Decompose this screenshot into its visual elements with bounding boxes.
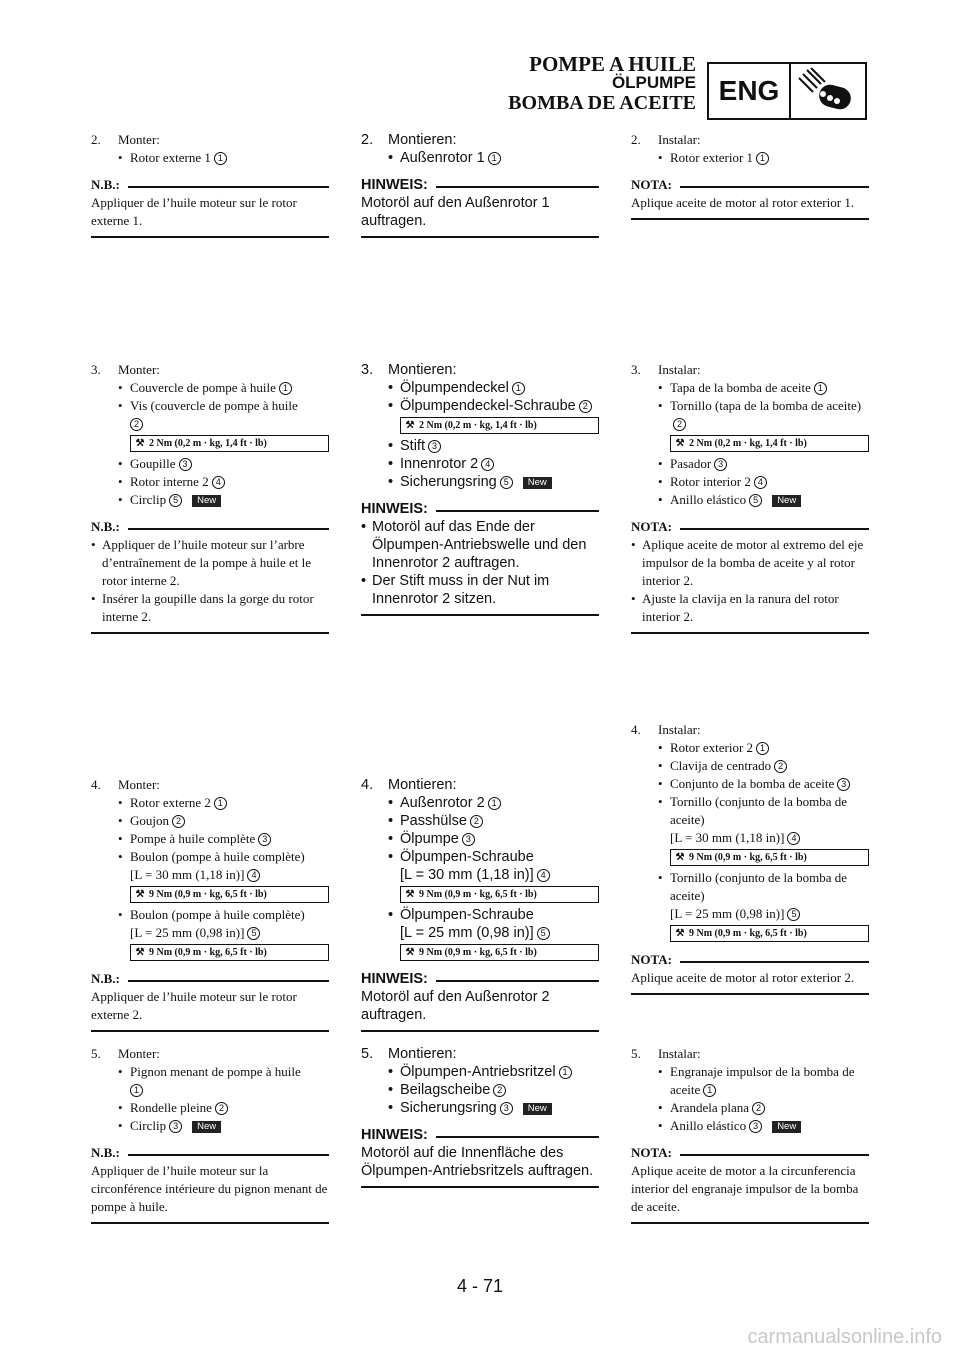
callout-number: 5 <box>500 476 513 489</box>
callout-number: 2 <box>752 1102 765 1115</box>
callout-number: 1 <box>214 152 227 165</box>
wrench-icon: ⚒ <box>135 888 145 900</box>
list-item: • Tornillo (conjunto de la bomba de aceite) [L = 25 mm (0,98 in)] 5 <box>658 870 848 921</box>
new-part-badge: New <box>192 495 221 507</box>
torque-spec: ⚒ 9 Nm (0,9 m · kg, 6,5 ft · lb) <box>670 849 869 866</box>
callout-number: 3 <box>428 440 441 453</box>
callout-number: 3 <box>500 1102 513 1115</box>
torque-spec: ⚒ 9 Nm (0,9 m · kg, 6,5 ft · lb) <box>400 886 599 903</box>
note-block: N.B.: • Appliquer de l’huile moteur sur l’arbre d’entraînement de la pompe à huile et le rotor interne 2. • Insérer la goupille dans la gorge du rotor interne 2. <box>91 518 329 634</box>
callout-number: 5 <box>787 908 800 921</box>
list-item: • Beilagscheibe 2 <box>388 1081 599 1099</box>
note-block: HINWEIS: Motoröl auf den Außenrotor 2 auftragen. <box>361 970 599 1032</box>
note-block: N.B.: Appliquer de l’huile moteur sur la circonférence intérieure du pignon menant de pompe à huile. <box>91 1144 329 1224</box>
list-item: • Rotor interne 2 4 <box>118 473 329 491</box>
torque-spec: ⚒ 9 Nm (0,9 m · kg, 6,5 ft · lb) <box>130 944 329 961</box>
note-block: NOTA: • Aplique aceite de motor al extremo del eje impulsor de la bomba de aceite y al rotor interior 2. • Ajuste la clavija en la ranura del rotor interior 2. <box>631 518 869 634</box>
wrench-icon: ⚒ <box>135 946 145 958</box>
list-item: • Anillo elástico 5 New <box>658 491 869 509</box>
section-label: ENG <box>709 64 791 118</box>
list-item: • Circlip 5 New <box>118 491 329 509</box>
list-item: • Tapa de la bomba de aceite 1 <box>658 379 869 397</box>
callout-number: 4 <box>481 458 494 471</box>
list-item: • Boulon (pompe à huile complète) [L = 25 mm (0,98 in)] 5 <box>118 907 305 940</box>
callout-number: 2 <box>215 1102 228 1115</box>
torque-spec: ⚒ 9 Nm (0,9 m · kg, 6,5 ft · lb) <box>400 944 599 961</box>
list-item: • Außenrotor 1 1 <box>388 149 599 167</box>
note-block: NOTA: Aplique aceite de motor a la circunferencia interior del engranaje impulsor de la bomba de aceite. <box>631 1144 869 1224</box>
list-item: • Innenrotor 2 4 <box>388 455 599 473</box>
callout-number: 1 <box>814 382 827 395</box>
wrench-icon: ⚒ <box>405 419 415 431</box>
fr-note: N.B.: Appliquer de l’huile moteur sur le rotor externe 1. <box>91 176 329 238</box>
de-step-2: 2. Montieren: • Außenrotor 1 1 HINWEIS: Motoröl auf den Außenrotor 1 auftragen. <box>361 131 599 238</box>
es-step-5: 5. Instalar: • Engranaje impulsor de la bomba de aceite 1 • Arandela plana 2 • Anillo elástico 3 New NOTA: Aplique aceite de motor a la circunferencia interior del engranaje impulsor de la bomba de aceite. <box>631 1045 869 1224</box>
callout-number: 2 <box>172 815 185 828</box>
list-item: • Rondelle pleine 2 <box>118 1099 329 1117</box>
callout-number: 5 <box>749 494 762 507</box>
list-item: • Anillo elástico 3 New <box>658 1117 869 1135</box>
list-item: • Tornillo (tapa de la bomba de aceite)2 <box>658 398 862 429</box>
wrench-icon: ⚒ <box>135 437 145 449</box>
list-item: • Tornillo (conjunto de la bomba de aceite) [L = 30 mm (1,18 in)] 4 <box>658 794 848 845</box>
note-block: NOTA: Aplique aceite de motor al rotor exterior 1. <box>631 176 869 220</box>
callout-number: 2 <box>579 400 592 413</box>
list-item: • Engranaje impulsor de la bomba de aceite 1 <box>658 1064 855 1097</box>
wrench-icon: ⚒ <box>675 437 685 449</box>
watermark: carmanualsonline.info <box>747 1326 942 1348</box>
de-step-5: 5. Montieren: • Ölpumpen-Antriebsritzel 1 • Beilagscheibe 2 • Sicherungsring 3 New HINWEIS: Motoröl auf die Innenfläche des Ölpumpen-Antriebsritzels auftragen. <box>361 1045 599 1188</box>
callout-number: 1 <box>756 152 769 165</box>
de-step-3: 3. Montieren: • Ölpumpendeckel 1 • Ölpumpendeckel-Schraube 2 ⚒ 2 Nm (0,2 m · kg, 1,4 ft · lb) • Stift 3 • Innenrotor 2 4 • Sicherungsring 5 New HINWEIS: • Motoröl auf das Ende der Ölpumpen-Antriebswelle und den Innenrotor 2 auftragen. • Der Stift muss in der Nut im Innenrotor 2 sitzen. <box>361 361 599 616</box>
list-item: • Arandela plana 2 <box>658 1099 869 1117</box>
callout-number: 1 <box>559 1066 572 1079</box>
wrench-icon: ⚒ <box>675 927 685 939</box>
callout-number: 1 <box>703 1084 716 1097</box>
list-item: • Rotor exterior 2 1 <box>658 739 869 757</box>
callout-number: 1 <box>756 742 769 755</box>
list-item: • Rotor interior 2 4 <box>658 473 869 491</box>
page-number: 4 - 71 <box>456 1276 504 1296</box>
callout-number: 3 <box>462 833 475 846</box>
title-es: BOMBA DE ACEITE <box>508 92 696 114</box>
callout-number: 3 <box>169 1120 182 1133</box>
fr-step-4: 4. Monter: • Rotor externe 2 1 • Goujon 2 • Pompe à huile complète 3 • Boulon (pompe à huile complète) [L = 30 mm (1,18 in)] 4 ⚒ 9 Nm (0,9 m · kg, 6,5 ft · lb) • Boulon (pompe à huile complète) [L = 25 mm (0,98 in)] 5 ⚒ 9 Nm (0,9 m · kg, 6,5 ft · lb) N.B.: Appliquer de l’huile moteur sur le rotor externe 2. <box>91 776 329 1032</box>
es-step-3: 3. Instalar: • Tapa de la bomba de aceite 1 • Tornillo (tapa de la bomba de aceite)2 ⚒ 2 Nm (0,2 m · kg, 1,4 ft · lb) • Pasador 3 • Rotor interior 2 4 • Anillo elástico 5 New NOTA: • Aplique aceite de motor al extremo del eje impulsor de la bomba de aceite y al rotor interior 2. • Ajuste la clavija en la ranura del rotor interior 2. <box>631 361 869 634</box>
list-item: • Rotor exterior 1 1 <box>658 149 869 167</box>
callout-number: 1 <box>130 1084 143 1097</box>
list-item: • Conjunto de la bomba de aceite 3 <box>658 775 869 793</box>
callout-number: 1 <box>488 152 501 165</box>
callout-number: 2 <box>470 815 483 828</box>
callout-number: 4 <box>787 832 800 845</box>
callout-number: 2 <box>493 1084 506 1097</box>
callout-number: 3 <box>179 458 192 471</box>
wrench-icon: ⚒ <box>405 888 415 900</box>
list-item: • Ölpumpen-Schraube [L = 25 mm (0,98 in)] 5 <box>388 906 599 942</box>
list-item: • Ölpumpendeckel 1 <box>388 379 599 397</box>
title-de: ÖLPUMPE <box>611 73 696 92</box>
list-item: • Couvercle de pompe à huile 1 <box>118 379 329 397</box>
list-item: • Sicherungsring 3 New <box>388 1099 599 1117</box>
list-item: • Goupille 3 <box>118 455 329 473</box>
callout-number: 2 <box>673 418 686 431</box>
callout-number: 3 <box>714 458 727 471</box>
callout-number: 5 <box>247 927 260 940</box>
note-block: HINWEIS: Motoröl auf die Innenfläche des Ölpumpen-Antriebsritzels auftragen. <box>361 1126 599 1188</box>
note-block: HINWEIS: Motoröl auf den Außenrotor 1 auftragen. <box>361 176 599 238</box>
torque-spec: ⚒ 2 Nm (0,2 m · kg, 1,4 ft · lb) <box>130 435 329 452</box>
list-item: • Passhülse 2 <box>388 812 599 830</box>
list-item: • Rotor externe 2 1 <box>118 794 329 812</box>
list-item: • Rotor externe 1 1 <box>118 149 329 167</box>
callout-number: 5 <box>169 494 182 507</box>
torque-spec: ⚒ 2 Nm (0,2 m · kg, 1,4 ft · lb) <box>670 435 869 452</box>
torque-spec: ⚒ 9 Nm (0,9 m · kg, 6,5 ft · lb) <box>670 925 869 942</box>
list-item: • Ölpumpendeckel-Schraube 2 <box>388 397 599 415</box>
callout-number: 4 <box>537 869 550 882</box>
list-item: • Pignon menant de pompe à huile 1 <box>118 1064 301 1095</box>
callout-number: 5 <box>537 927 550 940</box>
fr-step-5: 5. Monter: • Pignon menant de pompe à huile 1 • Rondelle pleine 2 • Circlip 3 New N.B.: Appliquer de l’huile moteur sur la circonférence intérieure du pignon menant de pompe à huile. <box>91 1045 329 1224</box>
list-item: • Pasador 3 <box>658 455 869 473</box>
engine-icon <box>791 64 865 118</box>
callout-number: 3 <box>258 833 271 846</box>
callout-number: 1 <box>512 382 525 395</box>
de-step-4: 4. Montieren: • Außenrotor 2 1 • Passhülse 2 • Ölpumpe 3 • Ölpumpen-Schraube [L = 30 mm (1,18 in)] 4 ⚒ 9 Nm (0,9 m · kg, 6,5 ft · lb) • Ölpumpen-Schraube [L = 25 mm (0,98 in)] 5 ⚒ 9 Nm (0,9 m · kg, 6,5 ft · lb) HINWEIS: Motoröl auf den Außenrotor 2 auftragen. <box>361 776 599 1032</box>
callout-number: 3 <box>749 1120 762 1133</box>
section-badge <box>707 62 867 120</box>
torque-spec: ⚒ 9 Nm (0,9 m · kg, 6,5 ft · lb) <box>130 886 329 903</box>
list-item: • Ölpumpe 3 <box>388 830 599 848</box>
fr-step-2: 2. Monter: • Rotor externe 1 1 N.B.: Appliquer de l’huile moteur sur le rotor externe 1. <box>91 131 329 238</box>
es-step-2: 2. Instalar: • Rotor exterior 1 1 NOTA: Aplique aceite de motor al rotor exterior 1. <box>631 131 869 220</box>
callout-number: 4 <box>247 869 260 882</box>
fr-step-3: 3. Monter: • Couvercle de pompe à huile 1 • Vis (couvercle de pompe à huile 2 ⚒ 2 Nm (0,2 m · kg, 1,4 ft · lb) • Goupille 3 • Rotor interne 2 4 • Circlip 5 New N.B.: • Appliquer de l’huile moteur sur l’arbre d’entraînement de la pompe à huile et le rotor interne 2. • Insérer la goupille dans la gorge du rotor interne 2. <box>91 361 329 634</box>
callout-number: 4 <box>754 476 767 489</box>
list-item: • Pompe à huile complète 3 <box>118 830 329 848</box>
note-block: HINWEIS: • Motoröl auf das Ende der Ölpumpen-Antriebswelle und den Innenrotor 2 auftragen. • Der Stift muss in der Nut im Innenrotor 2 sitzen. <box>361 500 599 616</box>
list-item: • Ölpumpen-Antriebsritzel 1 <box>388 1063 599 1081</box>
callout-number: 3 <box>837 778 850 791</box>
list-item: • Sicherungsring 5 New <box>388 473 599 491</box>
wrench-icon: ⚒ <box>675 851 685 863</box>
list-item: • Ölpumpen-Schraube [L = 30 mm (1,18 in)] 4 <box>388 848 599 884</box>
note-block: N.B.: Appliquer de l’huile moteur sur le rotor externe 2. <box>91 970 329 1032</box>
list-item: • Vis (couvercle de pompe à huile 2 <box>118 398 298 429</box>
list-item: • Boulon (pompe à huile complète) [L = 30 mm (1,18 in)] 4 <box>118 849 305 882</box>
list-item: • Außenrotor 2 1 <box>388 794 599 812</box>
callout-number: 4 <box>212 476 225 489</box>
page-header-titles <box>508 54 696 114</box>
list-item: • Clavija de centrado 2 <box>658 757 869 775</box>
note-block: NOTA: Aplique aceite de motor al rotor exterior 2. <box>631 951 869 995</box>
callout-number: 2 <box>130 418 143 431</box>
callout-number: 2 <box>774 760 787 773</box>
list-item: • Goujon 2 <box>118 812 329 830</box>
list-item: • Circlip 3 New <box>118 1117 329 1135</box>
callout-number: 1 <box>279 382 292 395</box>
callout-number: 1 <box>488 797 501 810</box>
wrench-icon: ⚒ <box>405 946 415 958</box>
es-step-4: 4. Instalar: • Rotor exterior 2 1 • Clavija de centrado 2 • Conjunto de la bomba de aceite 3 • Tornillo (conjunto de la bomba de aceite) [L = 30 mm (1,18 in)] 4 ⚒ 9 Nm (0,9 m · kg, 6,5 ft · lb) • Tornillo (conjunto de la bomba de aceite) [L = 25 mm (0,98 in)] 5 ⚒ 9 Nm (0,9 m · kg, 6,5 ft · lb) NOTA: Aplique aceite de motor al rotor exterior 2. <box>631 721 869 995</box>
callout-number: 1 <box>214 797 227 810</box>
title-fr: POMPE A HUILE <box>529 52 696 76</box>
list-item: • Stift 3 <box>388 437 599 455</box>
torque-spec: ⚒ 2 Nm (0,2 m · kg, 1,4 ft · lb) <box>400 417 599 434</box>
